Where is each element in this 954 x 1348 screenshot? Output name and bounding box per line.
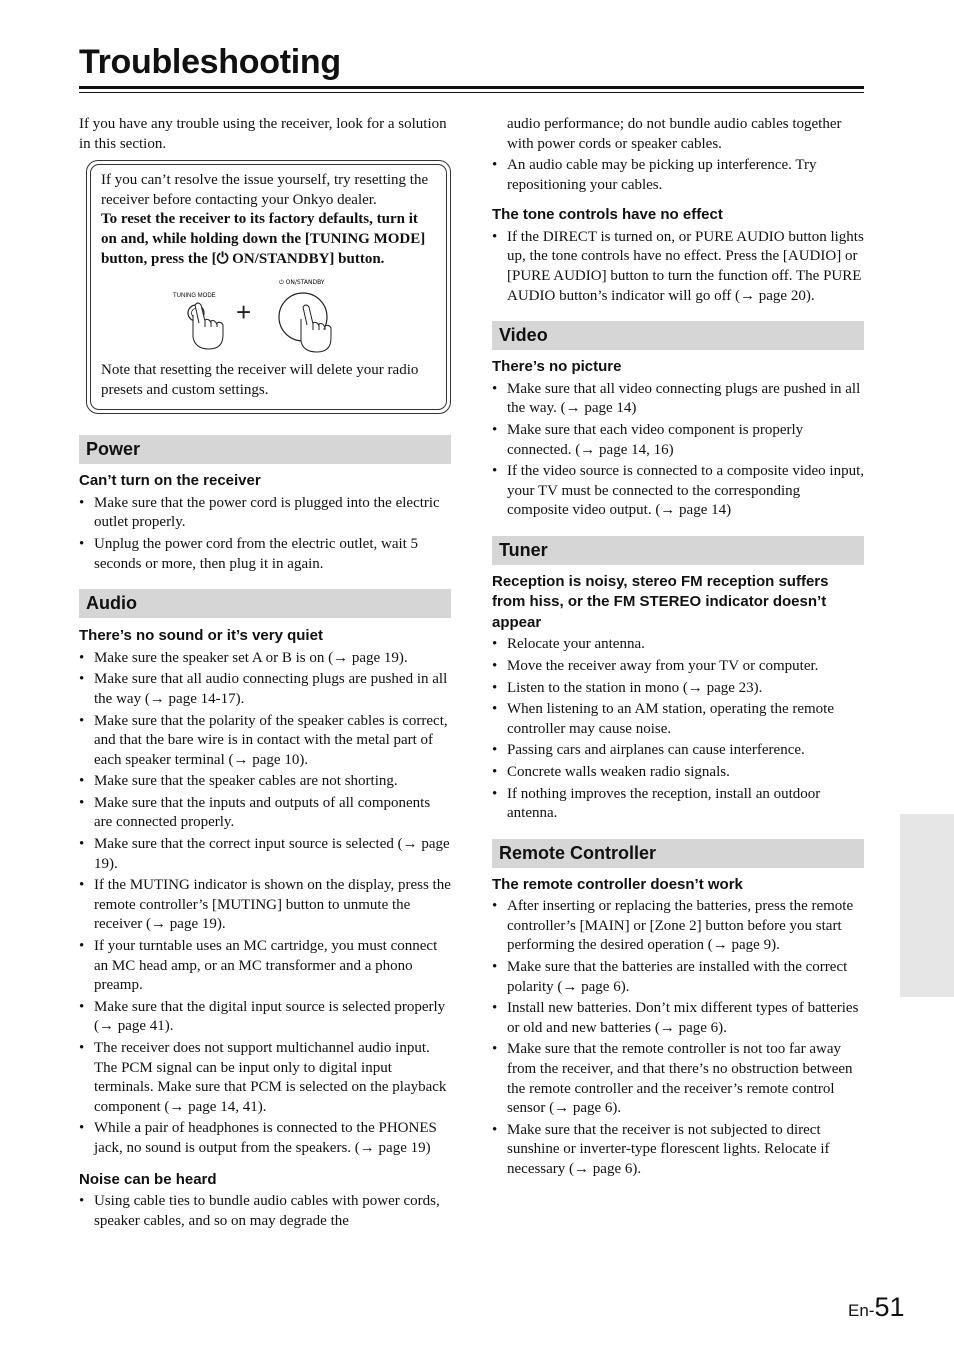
page-title: Troubleshooting (79, 43, 341, 81)
notice-note: Note that resetting the receiver will delete your radio presets and custom settings. (101, 362, 419, 398)
power-subheading: Can’t turn on the receiver (79, 472, 261, 490)
audio-noise-list-continued (492, 156, 864, 195)
list-item: • Make sure that the polarity of the speaker cables is correct, and that the bare wire is in contact with the metal part of each speaker terminal (→ page 10). (79, 712, 451, 771)
list-item: • Make sure the speaker set A or B is on (→ page 19). (79, 649, 451, 669)
list-item: • While a pair of headphones is connected to the PHONES jack, no sound is output from the speakers. (→ page 19) (79, 1119, 451, 1158)
page-number-value: 51 (874, 1292, 905, 1322)
section-heading-power: Power (79, 435, 451, 464)
page-number (848, 1292, 905, 1323)
list-item: • Passing cars and airplanes can cause interference. (492, 741, 864, 761)
list-item: • The receiver does not support multichannel audio input. The PCM signal can be input only to digital input terminals. Make sure that PCM is selected on the playback component (→ page 14, 41). (79, 1039, 451, 1117)
remote-list (492, 897, 864, 1179)
list-item: • Move the receiver away from your TV or computer. (492, 657, 864, 677)
reset-notice-box (86, 160, 451, 414)
section-heading-tuner: Tuner (492, 536, 864, 565)
remote-subheading: The remote controller doesn’t work (492, 875, 743, 893)
side-thumb-tab (900, 814, 954, 997)
list-item: • If the DIRECT is turned on, or PURE AUDIO button lights up, the tone controls have no effect. Press the [AUDIO] or [PURE AUDIO] button to turn the function off. The PURE AUDIO button’s indicator will go off (→ page 20). (492, 228, 864, 306)
title-rule-thin (79, 92, 864, 93)
list-item: • Make sure that the remote controller is not too far away from the receiver, and that there’s no obstruction between the remote controller and the receiver’s remote control sensor (→ page 6). (492, 1040, 864, 1118)
list-item: • Unplug the power cord from the electric outlet, wait 5 seconds or more, then plug it in again. (79, 535, 451, 574)
title-rule-thick (79, 86, 864, 89)
tuner-list (492, 635, 864, 823)
section-heading-video: Video (492, 321, 864, 350)
audio-subheading-noise: Noise can be heard (79, 1170, 217, 1188)
list-item: • Make sure that the batteries are installed with the correct polarity (→ page 6). (492, 958, 864, 997)
reset-buttons-illustration (171, 275, 346, 353)
list-item: • If the video source is connected to a composite video input, your TV must be connected to the corresponding composite video output. (→ page 14) (492, 462, 864, 521)
list-item: • An audio cable may be picking up interference. Try repositioning your cables. (492, 156, 864, 195)
list-item: • Make sure that the power cord is plugged into the electric outlet properly. (79, 494, 451, 533)
tuner-subheading: Reception is noisy, stereo FM reception suffers from hiss, or the FM STEREO indicator doesn’t appear (492, 572, 829, 631)
audio-noise-list (79, 1192, 451, 1231)
audio-subheading-tone: The tone controls have no effect (492, 206, 723, 224)
section-heading-remote-controller: Remote Controller (492, 839, 864, 868)
audio-no-sound-list (79, 649, 451, 1159)
list-item: • Relocate your antenna. (492, 635, 864, 655)
list-item: • If nothing improves the reception, install an outdoor antenna. (492, 785, 864, 824)
video-list (492, 380, 864, 521)
notice-text: If you can’t resolve the issue yourself, try resetting the receiver before contacting your Onkyo dealer. (101, 172, 429, 208)
audio-tone-list (492, 228, 864, 306)
list-item: • Make sure that the speaker cables are not shorting. (79, 772, 451, 792)
list-item: • After inserting or replacing the batteries, press the remote controller’s [MAIN] or [Zone 2] button before you start performing the desired operation (→ page 9). (492, 897, 864, 956)
list-item: • Make sure that all audio connecting plugs are pushed in all the way (→ page 14-17). (79, 670, 451, 709)
list-item: • Make sure that all video connecting plugs are pushed in all the way. (→ page 14) (492, 380, 864, 419)
list-item: • Concrete walls weaken radio signals. (492, 763, 864, 783)
intro-text: If you have any trouble using the receiver, look for a solution in this section. (79, 116, 447, 152)
list-item: • Make sure that the correct input source is selected (→ page 19). (79, 835, 451, 874)
tuning-mode-label: TUNING MODE (173, 293, 216, 300)
audio-noise-continued: audio performance; do not bundle audio cables together with power cords or speaker cables. (507, 116, 842, 152)
list-item: • Make sure that the inputs and outputs of all components are connected properly. (79, 794, 451, 833)
audio-subheading-no-sound: There’s no sound or it’s very quiet (79, 627, 323, 645)
list-item: • Make sure that each video component is properly connected. (→ page 14, 16) (492, 421, 864, 460)
plus-sign: + (236, 297, 252, 328)
right-column (492, 115, 864, 1182)
notice-bold-instruction: To reset the receiver to its factory defaults, turn it on and, while holding down the [TUNING MODE] button, press the [⏻ ON/STANDBY] button. (101, 211, 426, 267)
standby-label: ⏻ ON/STANDBY (279, 279, 325, 287)
left-column (79, 115, 451, 1233)
list-item: • If the MUTING indicator is shown on the display, press the remote controller’s [MUTING] button to unmute the receiver (→ page 19). (79, 876, 451, 935)
hand-press-icon (193, 303, 223, 349)
power-list (79, 494, 451, 574)
list-item: • Make sure that the digital input source is selected properly (→ page 41). (79, 998, 451, 1037)
page-number-prefix: En- (848, 1301, 875, 1320)
list-item: • Using cable ties to bundle audio cables with power cords, speaker cables, and so on may degrade the (79, 1192, 451, 1231)
section-heading-audio: Audio (79, 589, 451, 618)
list-item: • When listening to an AM station, operating the remote controller may cause noise. (492, 700, 864, 739)
video-subheading: There’s no picture (492, 358, 622, 376)
list-item: • Install new batteries. Don’t mix different types of batteries or old and new batteries (→ page 6). (492, 999, 864, 1038)
list-item: • If your turntable uses an MC cartridge, you must connect an MC head amp, or an MC transformer and a phono preamp. (79, 937, 451, 996)
list-item: • Listen to the station in mono (→ page 23). (492, 679, 864, 699)
list-item: • Make sure that the receiver is not subjected to direct sunshine or inverter-type florescent lights. Relocate if necessary (→ page 6). (492, 1121, 864, 1180)
